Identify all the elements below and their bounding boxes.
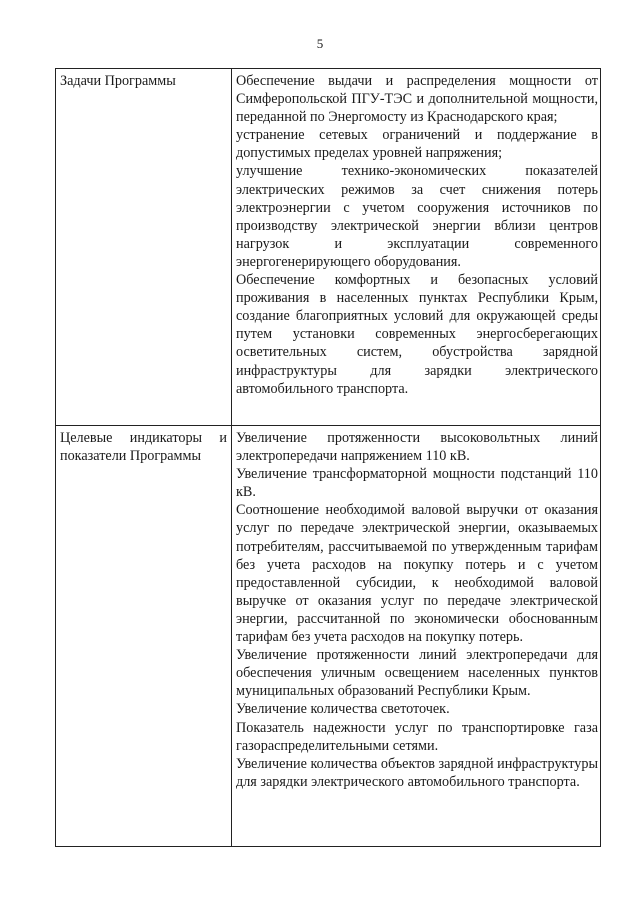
page-number: 5 <box>316 36 324 51</box>
paragraph: Соотношение необходимой валовой выручки от оказания услуг по передаче электрической энергии, оказываемых потребителям, рассчитываемой по утвержденным тарифам без учета расходов на покупку потерь и с учетом предоставленной субсидии, к необходимой валовой выручке от оказания услуг по передаче электрической энергии, рассчитанной по экономически обоснованным тарифам без учета расходов на покупку потерь. <box>236 502 598 646</box>
paragraph: устранение сетевых ограничений и поддержание в допустимых пределах уровней напряжения; <box>236 127 598 162</box>
paragraph: Увеличение количества светоточек. <box>236 701 450 718</box>
paragraph: Обеспечение комфортных и безопасных условий проживания в населенных пунктах Республики Крым, создание благоприятных условий для окружающей среды путем установки современных энергосберегающих осветительных систем, обустройства зарядной инфраструктуры для зарядки электрического автомобильного транспорта. <box>236 272 598 397</box>
paragraph: Увеличение протяженности линий электропередачи для обеспечения уличным освещением населенных пунктов муниципальных образований Республики Крым. <box>236 647 598 700</box>
paragraph: Увеличение протяженности высоковольтных линий электропередачи напряжением 110 кВ. <box>236 430 598 465</box>
table-row-indicators <box>56 426 601 847</box>
paragraph: Увеличение трансформаторной мощности подстанций 110 кВ. <box>236 466 598 501</box>
table-row-tasks <box>56 69 601 426</box>
paragraph: улучшение технико-экономических показателей электрических режимов за счет снижения потерь электроэнергии с учетом сооружения источников по производству электрической энергии вблизи центров нагрузок и эксплуатации современного энергогенерирующего оборудования. <box>236 163 598 270</box>
row-label-indicators: Целевые индикаторы и показатели Программы <box>56 426 232 847</box>
paragraph: Показатель надежности услуг по транспортировке газа газораспределительными сетями. <box>236 719 598 754</box>
paragraph: Увеличение количества объектов зарядной инфраструктуры для зарядки электрического автомобильного транспорта. <box>236 755 598 790</box>
program-passport-table <box>55 68 601 847</box>
row-content-tasks <box>232 69 601 426</box>
row-label-tasks: Задачи Программы <box>56 69 232 426</box>
paragraph: Обеспечение выдачи и распределения мощности от Симферопольской ПГУ-ТЭС и дополнительной мощности, переданной по Энергомосту из Краснодарского края; <box>236 73 598 126</box>
row-content-indicators <box>232 426 601 847</box>
